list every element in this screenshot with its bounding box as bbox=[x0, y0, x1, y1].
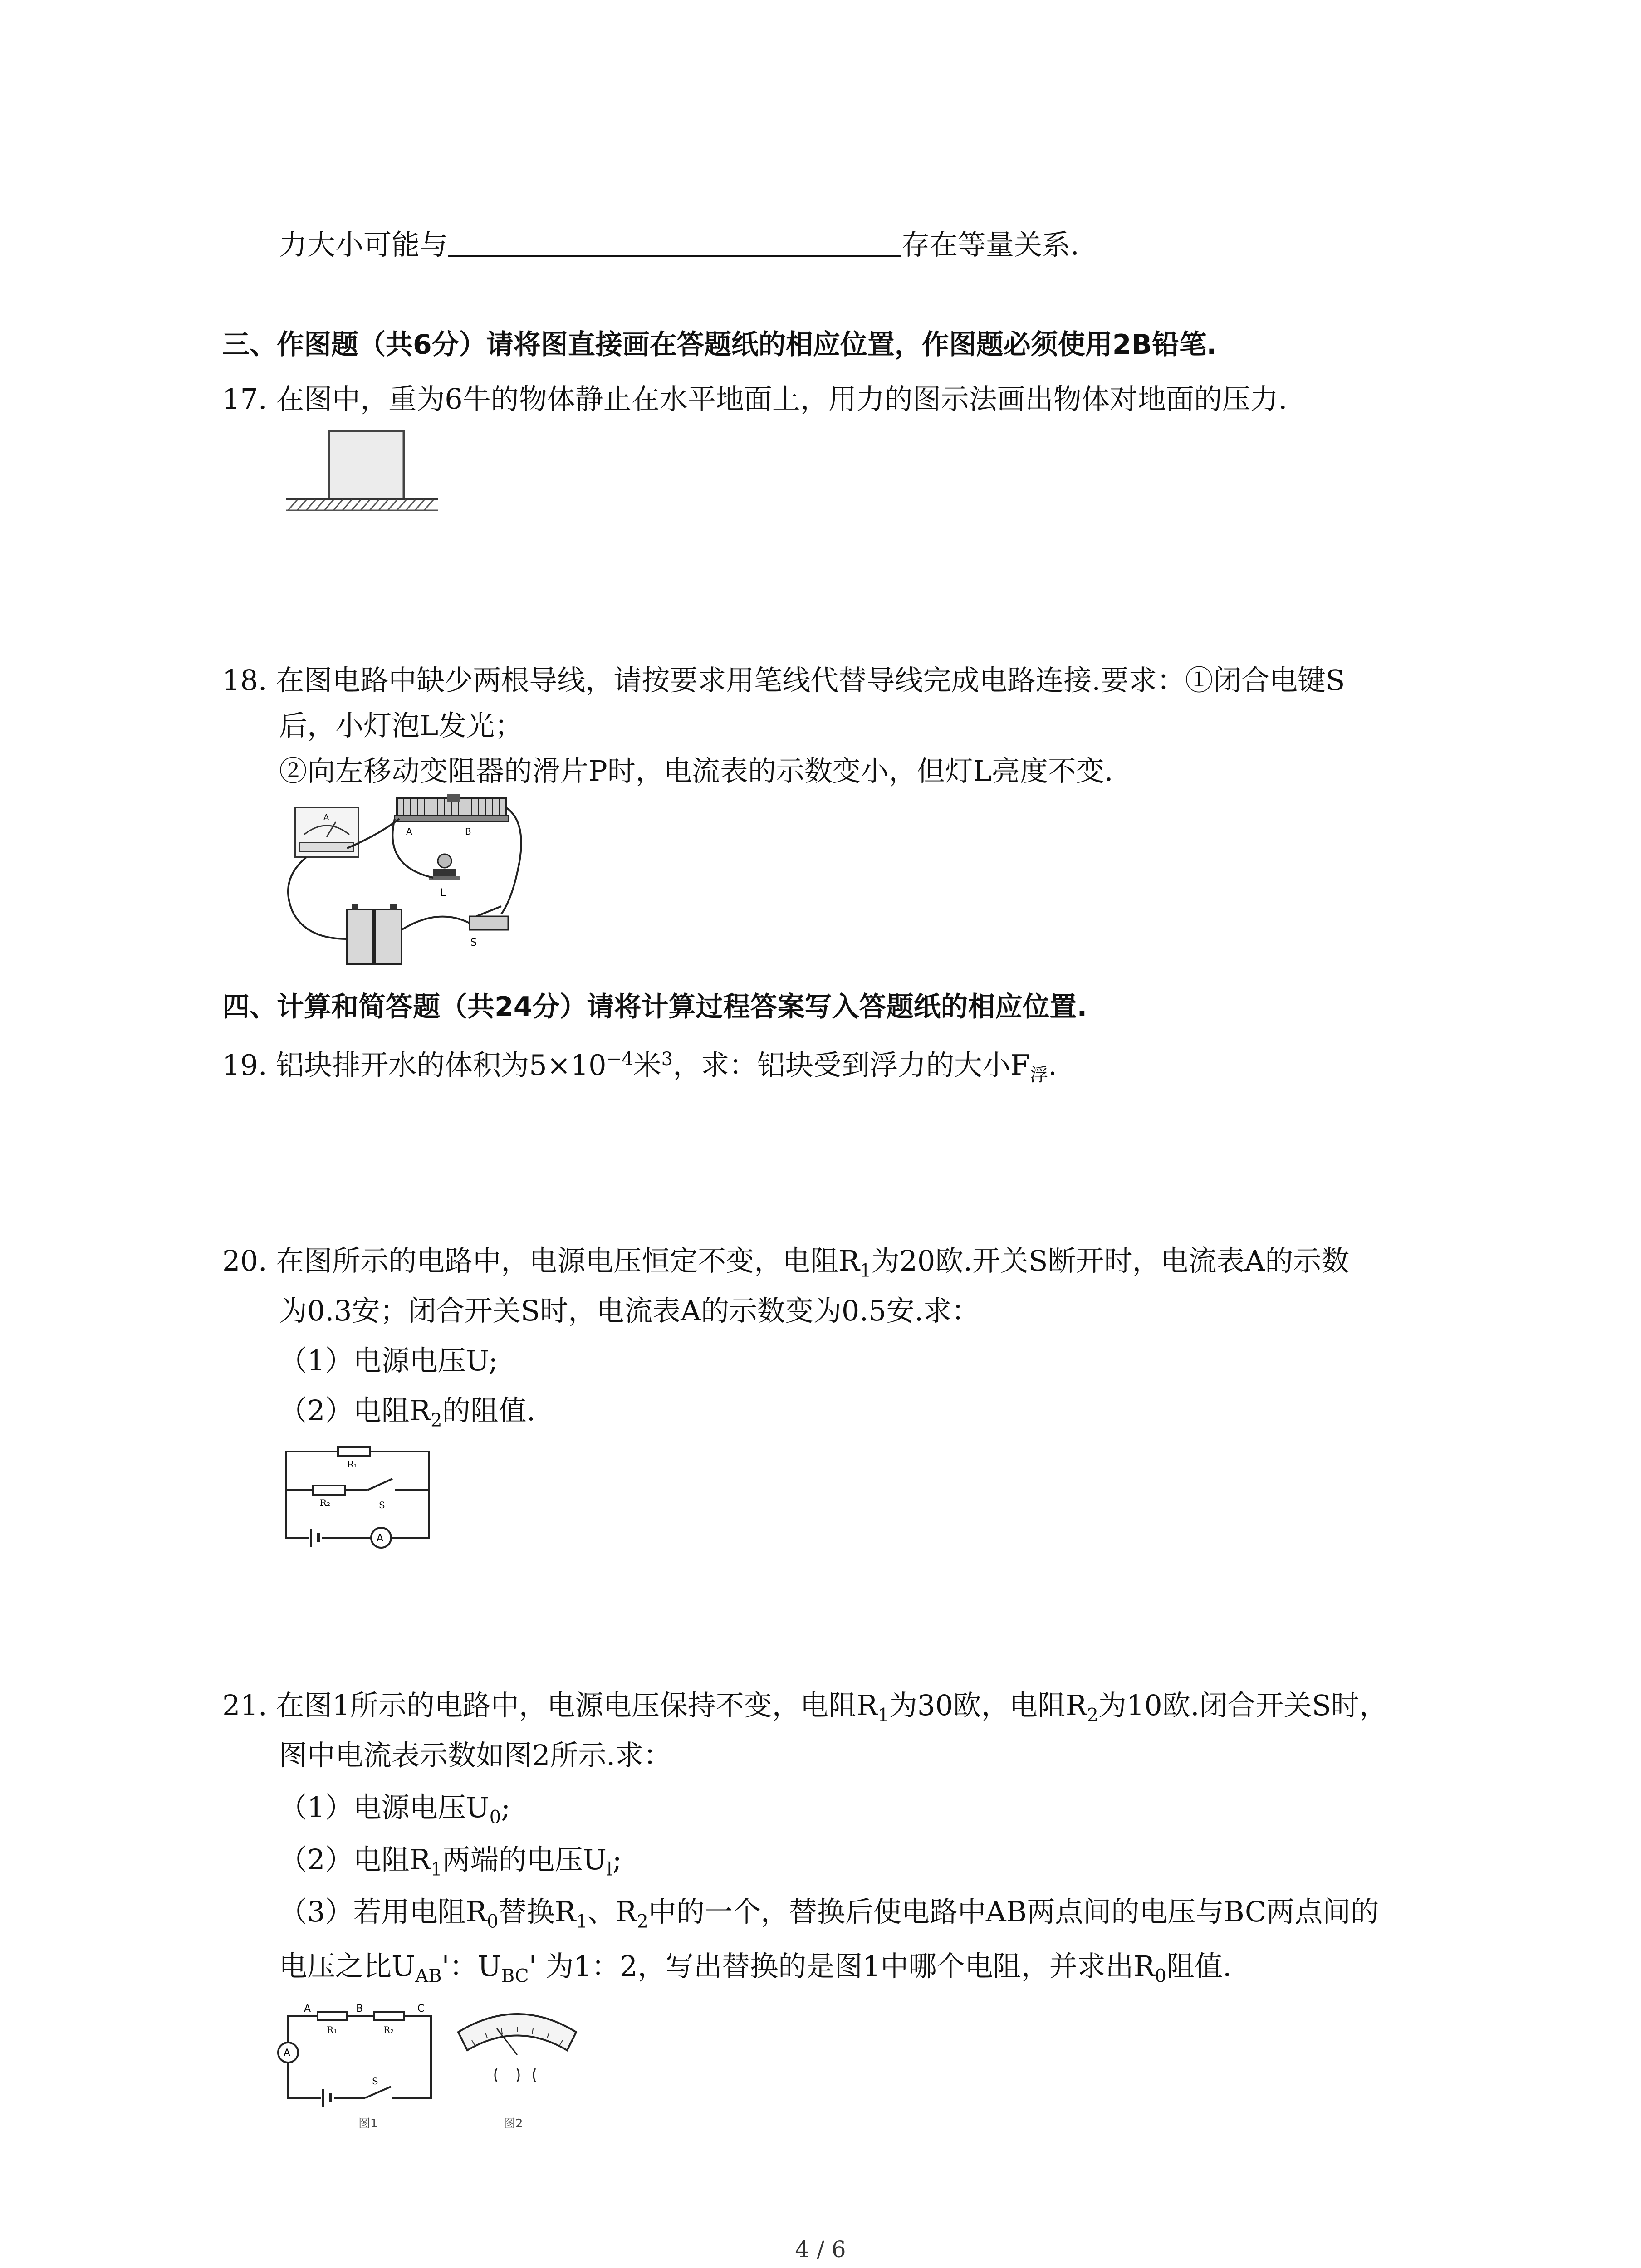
q21-sub-a2: 2 bbox=[1087, 1705, 1098, 1726]
ground-hatch bbox=[288, 500, 433, 510]
point-c-label: C bbox=[417, 2003, 425, 2014]
q21-sub-f: AB bbox=[415, 1965, 442, 1987]
q21-text-e3: 、R bbox=[587, 1895, 637, 1928]
question-21-line-2: 图中电流表示数如图2所示.求： bbox=[279, 1739, 672, 1772]
q17-figure bbox=[281, 426, 445, 522]
q21-text-d2: 两端的电压U bbox=[442, 1843, 607, 1876]
question-17: 17. 在图中，重为6牛的物体静止在水平地面上，用力的图示法画出物体对地面的压力. bbox=[222, 382, 1288, 415]
q21-text-f4: 阻值. bbox=[1166, 1950, 1232, 1983]
q21-text-a: 21. 在图1所示的电路中，电源电压保持不变，电阻R bbox=[222, 1689, 878, 1722]
resistor-r1 bbox=[338, 1447, 370, 1456]
q19-text-d: . bbox=[1048, 1048, 1057, 1082]
page-number: 4 / 6 bbox=[795, 2236, 846, 2263]
question-20-line-1 bbox=[222, 1243, 1349, 1289]
rheostat-device bbox=[395, 794, 508, 837]
lamp-label: L bbox=[440, 887, 446, 899]
ammeter-device bbox=[295, 807, 358, 857]
q21-text-d: （2）电阻R bbox=[279, 1843, 431, 1876]
battery-device bbox=[347, 904, 402, 964]
q21-text-c: （1）电源电压U bbox=[279, 1791, 490, 1824]
question-20-line-3: （1）电源电压U; bbox=[279, 1344, 498, 1377]
q21-circuit-figure-1 bbox=[272, 1996, 445, 2132]
q21-text-c2: ; bbox=[501, 1791, 511, 1824]
question-21-line-6 bbox=[279, 1948, 1232, 1994]
q21-sub-d2: l bbox=[606, 1859, 612, 1880]
q21-text-e4: 中的一个，替换后使电路中AB两点间的电压与BC两点间的 bbox=[648, 1895, 1379, 1928]
r2-label: R₂ bbox=[383, 2024, 394, 2035]
q21-text-f: 电压之比U bbox=[279, 1950, 416, 1983]
switch-label: S bbox=[470, 937, 477, 948]
r1-label: R₁ bbox=[347, 1459, 358, 1470]
question-21-line-5 bbox=[279, 1894, 1379, 1940]
q21-sub-d: 1 bbox=[431, 1859, 442, 1880]
q20-sub-a: 1 bbox=[860, 1260, 872, 1281]
resistor-r1 bbox=[318, 2012, 347, 2020]
q21-sub-a1: 1 bbox=[877, 1705, 889, 1726]
point-a-label: A bbox=[304, 2003, 311, 2014]
question-19 bbox=[222, 1041, 1057, 1093]
r2-label: R₂ bbox=[320, 1497, 331, 1508]
q21-text-d3: ; bbox=[612, 1843, 622, 1876]
question-20-line-2: 为0.3安；闭合开关S时，电流表A的示数变为0.5安.求： bbox=[279, 1294, 980, 1327]
block-object bbox=[329, 431, 404, 499]
q20-text-d: （2）电阻R bbox=[279, 1394, 431, 1427]
q21-sub-e2: 1 bbox=[576, 1911, 588, 1932]
r1-label: R₁ bbox=[327, 2024, 338, 2035]
q21-sub-e3: 2 bbox=[637, 1911, 648, 1932]
q20-text-a2: 为20欧.开关S断开时，电流表A的示数 bbox=[871, 1244, 1350, 1277]
q21-sub-e: 0 bbox=[487, 1911, 499, 1932]
q19-sub: 浮 bbox=[1030, 1065, 1048, 1086]
q21-text-e2: 替换R bbox=[498, 1895, 576, 1928]
question-18-line-1: 18. 在图电路中缺少两根导线，请按要求用笔线代替导线完成电路连接.要求：①闭合电键S bbox=[222, 664, 1345, 697]
ammeter-letter: A bbox=[323, 813, 329, 822]
question-20-line-4 bbox=[279, 1393, 535, 1438]
q21-sub-f2: BC bbox=[501, 1965, 529, 1987]
question-21-line-4 bbox=[279, 1842, 622, 1887]
ammeter-label: A bbox=[377, 1533, 384, 1544]
q19-text-c: ，求：铝块受到浮力的大小F bbox=[673, 1048, 1030, 1082]
question-18-line-2: 后，小灯泡L发光； bbox=[279, 709, 523, 742]
q21-text-f3: ' 为1：2，写出替换的是图1中哪个电阻，并求出R bbox=[529, 1950, 1155, 1983]
q20-circuit-figure bbox=[281, 1440, 436, 1549]
q21-text-a2: 为30欧，电阻R bbox=[889, 1689, 1087, 1722]
section-4-heading: 四、计算和简答题（共24分）请将计算过程答案写入答题纸的相应位置. bbox=[222, 991, 1087, 1023]
q19-exponent: −4 bbox=[606, 1049, 633, 1070]
q21-ammeter-figure-2 bbox=[449, 1996, 585, 2132]
question-18-line-3: ②向左移动变阻器的滑片P时，电流表的示数变小，但灯L亮度不变. bbox=[279, 754, 1113, 787]
lamp-device bbox=[429, 854, 460, 899]
switch-label: S bbox=[379, 1500, 385, 1510]
text-l1b: 存在等量关系. bbox=[901, 228, 1079, 261]
q21-sub-f3: 0 bbox=[1155, 1965, 1166, 1987]
rheostat-label-a: A bbox=[406, 826, 412, 837]
q19-text-a: 19. 铝块排开水的体积为5×10 bbox=[222, 1048, 607, 1082]
q21-text-e: （3）若用电阻R bbox=[279, 1895, 487, 1928]
q21-text-f2: '：U bbox=[441, 1950, 501, 1983]
resistor-r2 bbox=[374, 2012, 404, 2020]
text-line-1 bbox=[279, 227, 1079, 263]
q19-cube: 3 bbox=[661, 1049, 673, 1070]
figure-2-caption: 图2 bbox=[504, 2117, 523, 2131]
section-3-heading: 三、作图题（共6分）请将图直接画在答题纸的相应位置，作图题必须使用2B铅笔. bbox=[222, 329, 1217, 361]
q21-sub-c: 0 bbox=[489, 1807, 501, 1828]
terminals bbox=[495, 2068, 535, 2082]
q20-text-d2: 的阻值. bbox=[442, 1394, 536, 1427]
q20-text-a: 20. 在图所示的电路中，电源电压恒定不变，电阻R bbox=[222, 1244, 860, 1277]
text-l1a: 力大小可能与 bbox=[279, 228, 448, 261]
ammeter-label: A bbox=[284, 2048, 291, 2059]
rheostat-label-b: B bbox=[465, 826, 471, 837]
q18-figure bbox=[274, 794, 529, 975]
resistor-r2 bbox=[313, 1486, 345, 1495]
answer-blank[interactable] bbox=[448, 228, 901, 257]
question-21-line-1 bbox=[222, 1687, 1387, 1733]
question-21-line-3 bbox=[279, 1789, 510, 1835]
q19-text-b: 米 bbox=[633, 1048, 661, 1082]
q20-sub-d: 2 bbox=[431, 1410, 442, 1431]
figure-1-caption: 图1 bbox=[358, 2117, 378, 2131]
switch-label: S bbox=[372, 2076, 378, 2087]
q21-text-a3: 为10欧.闭合开关S时， bbox=[1098, 1689, 1387, 1722]
point-b-label: B bbox=[356, 2003, 363, 2014]
